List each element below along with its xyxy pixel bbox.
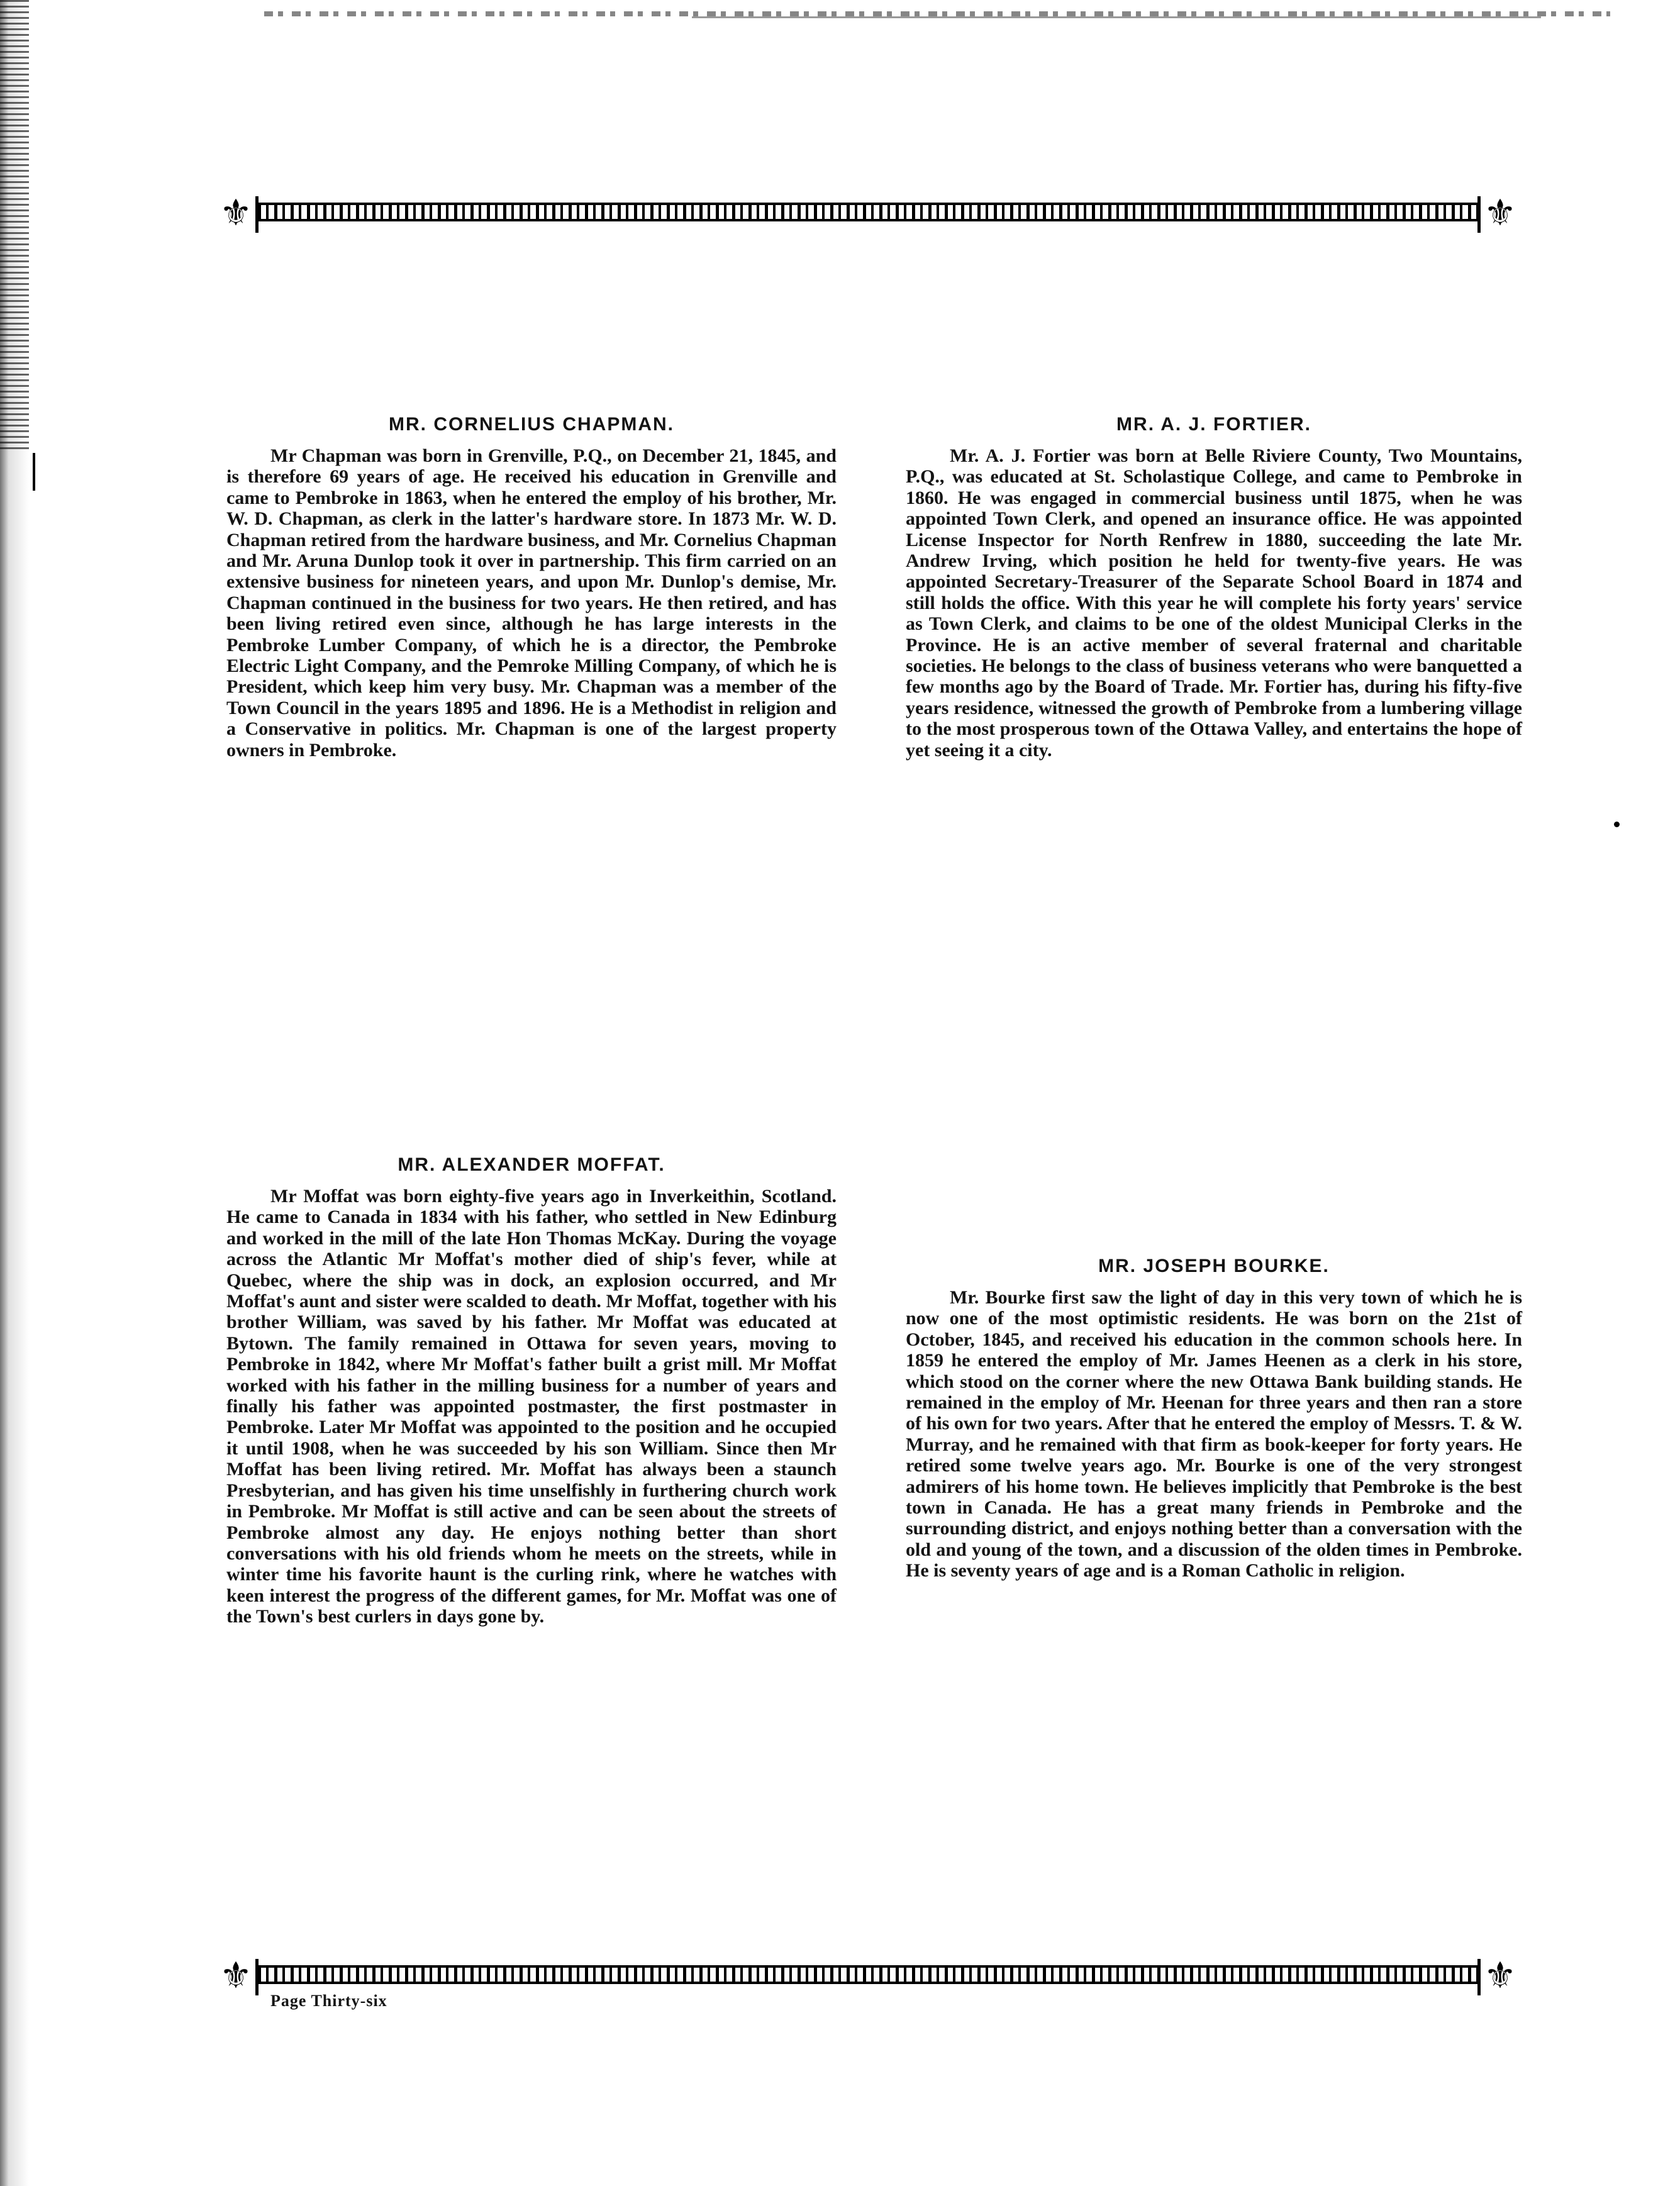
scan-edge-shadow (0, 0, 29, 2186)
ornament-band (258, 1965, 1478, 1984)
article-body: Mr. Bourke first saw the light of day in this very town of which he is now one of the most optimistic residents. He was born on the 21st of October, 1845, and received his education in the common schools here. In 1859 he entered the employ of Mr. James Heenen as a clerk in his store, which stood on the corner where the new Ottawa Bank building stands. He remained in the employ of Mr. Heenan for three years and then ran a store of his own for two years. After that he entered the employ of Messrs. T. & W. Murray, and he remained with that firm as book-keeper for forty years. He retired some twelve years ago. Mr. Bourke is one of the very strongest admirers of his home town. He believes implicitly that Pembroke is the best town in Canada. He has a great many friends in Pembroke and the surrounding district, and enjoys nothing better than a conversation with the old and young of the town, and a discussion of the olden times in Pembroke. He is seventy years of age and is a Roman Catholic in religion. (906, 1287, 1522, 1581)
article-heading: MR. ALEXANDER MOFFAT. (398, 1154, 665, 1175)
article-heading: MR. JOSEPH BOURKE. (1098, 1256, 1330, 1276)
top-scan-noise (264, 11, 1610, 16)
article-bourke (906, 1256, 1522, 1581)
scan-specks (0, 0, 29, 453)
bottom-ornament-rule (214, 1950, 1522, 2000)
top-ornament-rule (214, 187, 1522, 238)
fleur-de-lis-icon: ⚜ (1484, 191, 1516, 234)
article-moffat (226, 1154, 837, 1627)
article-body: Mr. A. J. Fortier was born at Belle Riviere County, Two Mountains, P.Q., was educated at St. Scholastique College, and came to Pembroke in 1860. He was engaged in commercial business until 1875, when he was appointed Town Clerk, and opened an insurance office. He was appointed License Inspector for North Renfrew in 1880, succeeding the late Mr. Andrew Irving, which position he held for twenty-five years. He was appointed Secretary-Treasurer of the Separate School Board in 1874 and still holds the office. With this year he will complete his forty years' service as Town Clerk, and claims to be one of the oldest Municipal Clerks in the Province. He is an active member of several fraternal and charitable societies. He belongs to the class of business veterans who were banquetted a few months ago by the Board of Trade. Mr. Fortier has, during his fifty-five years residence, witnessed the growth of Pembroke from a lumbering village to the most prosperous town of the Ottawa Valley, and entertains the hope of yet seeing it a city. (906, 445, 1522, 761)
article-fortier (906, 414, 1522, 761)
ornament-band (258, 203, 1478, 221)
article-body: Mr Chapman was born in Grenville, P.Q., on December 21, 1845, and is therefore 69 years of age. He received his education in Grenville and came to Pembroke in 1863, when he entered the employ of his brother, Mr. W. D. Chapman, as clerk in the latter's hardware store. In 1873 Mr. W. D. Chapman retired from the hardware business, and Mr. Cornelius Chapman and Mr. Aruna Dunlop took it over in partnership. This firm carried on an extensive business for nineteen years, and upon Mr. Dunlop's demise, Mr. Chapman continued in the business for two years. He then retired, and has been living retired even since, although he has large interests in the Pembroke Lumber Company, of which he is a director, the Pembroke Electric Light Company, and the Pemroke Milling Company, of which he is President, which keep him very busy. Mr. Chapman was a member of the Town Council in the years 1895 and 1896. He is a Methodist in religion and a Conservative in politics. Mr. Chapman is one of the largest property owners in Pembroke. (226, 445, 837, 761)
stray-ink-dot (1614, 822, 1620, 827)
margin-mark (33, 453, 35, 491)
article-body: Mr Moffat was born eighty-five years ago in Inverkeithin, Scotland. He came to Canada in 1834 with his father, who settled in New Edinburg and worked in the mill of the late Hon Thomas McKay. During the voyage across the Atlantic Mr Moffat's mother died of ship's fever, while at Quebec, where the ship was in dock, an explosion occurred, and Mr Moffat's aunt and sister were scalded to death. Mr Moffat, together with his brother William, was saved by his father. Mr Moffat was educated at Bytown. The family remained in Ottawa for seven years, moving to Pembroke in 1842, where Mr Moffat's father built a grist mill. Mr Moffat worked with his father in the milling business for a number of years and finally his father was appointed postmaster, the first postmaster in Pembroke. Later Mr Moffat was appointed to the position and he occupied it until 1908, when he was succeeded by his son William. Since then Mr Moffat has been living retired. Mr. Moffat has always been a staunch Presbyterian, and has given his time unselfishly in furthering church work in Pembroke. Mr Moffat is still active and can be seen about the streets of Pembroke almost any day. He enjoys nothing better than short conversations with his old friends whom he meets on the streets, while in winter time his favorite haunt is the curling rink, where he watches with keen interest the progress of the different games, for Mr. Moffat was one of the Town's best curlers in days gone by. (226, 1186, 837, 1627)
top-scan-line (692, 16, 1541, 18)
article-heading: MR. CORNELIUS CHAPMAN. (389, 414, 674, 435)
fleur-de-lis-icon: ⚜ (220, 1954, 252, 1997)
article-chapman (226, 414, 837, 761)
fleur-de-lis-icon: ⚜ (1484, 1954, 1516, 1997)
fleur-de-lis-icon: ⚜ (220, 191, 252, 234)
article-heading: MR. A. J. FORTIER. (1116, 414, 1311, 435)
page-number: Page Thirty-six (270, 1992, 387, 2010)
